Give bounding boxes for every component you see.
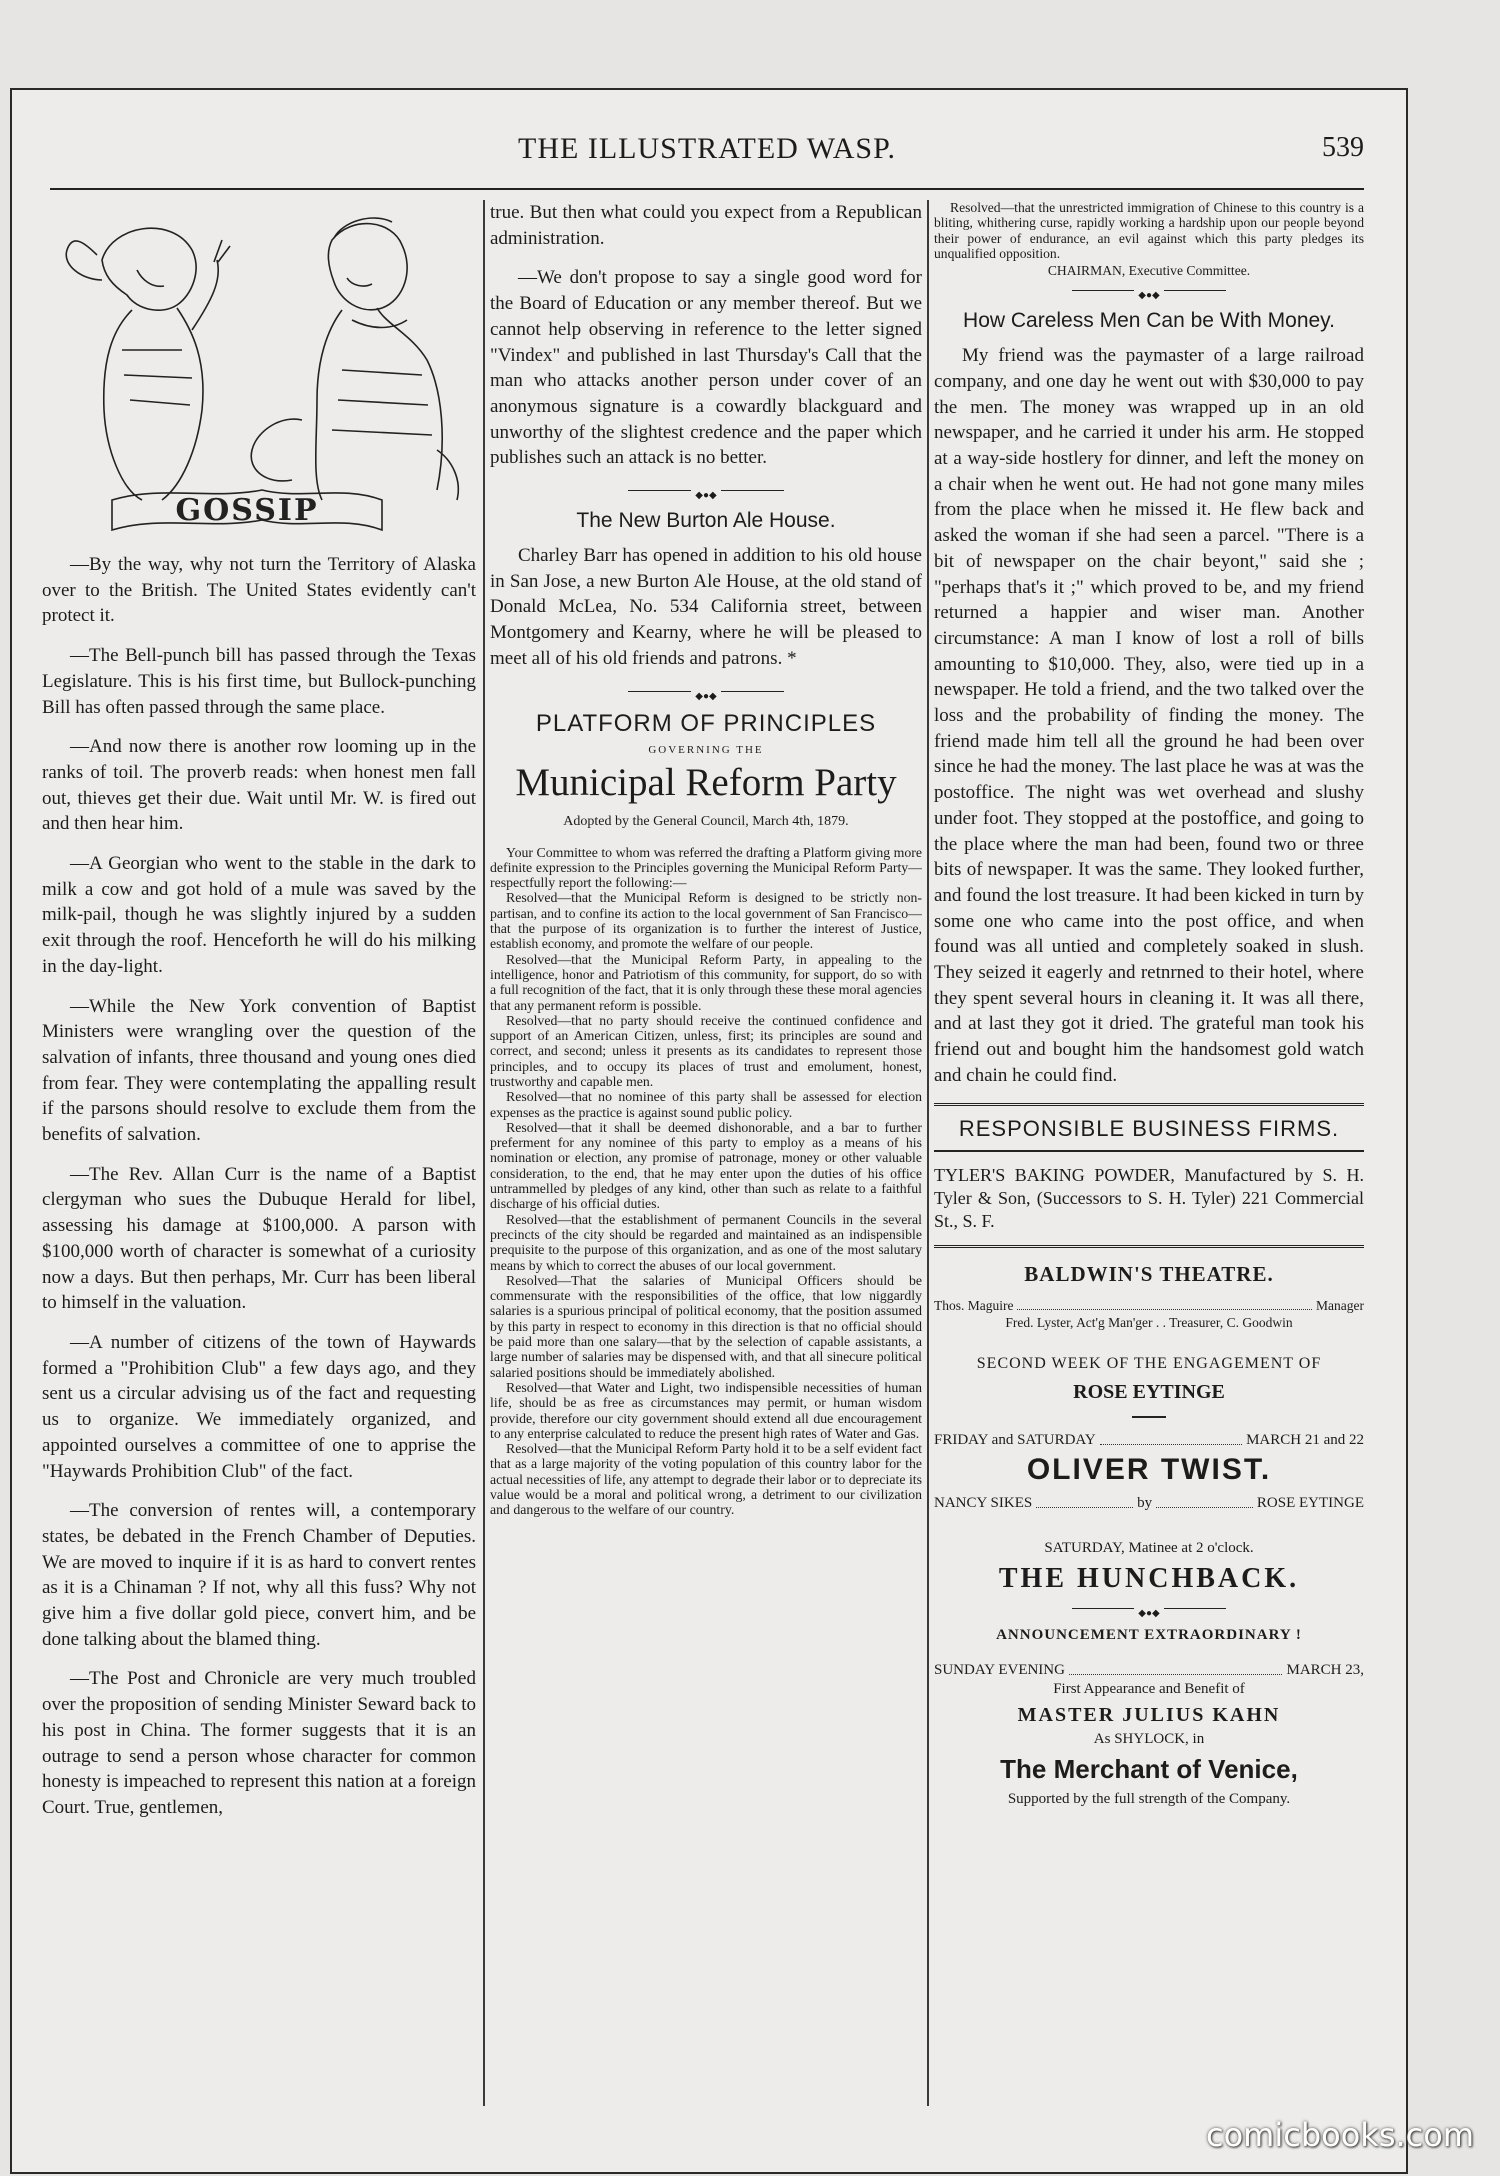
gossip-para-1: —By the way, why not turn the Territory of Alaska over to the British. The United States evidently can't protect it.	[42, 554, 476, 627]
cast-by: by	[1137, 1494, 1153, 1511]
resolution-continued	[934, 200, 1364, 261]
sunday-label: SUNDAY EVENING	[934, 1661, 1065, 1678]
column-platform	[490, 200, 922, 2106]
section-divider: ◆●◆	[934, 285, 1364, 295]
play-hunchback: THE HUNCHBACK.	[998, 1562, 1300, 1594]
careless-para: My friend was the paymaster of a large railroad company, and one day he went out with $30,000 to pay the men. The money was wrapped up in an old newspaper, and he carried it under his arm. He stopped at a way-side hostlery for dinner, and left the money on a chair when he went out. He had not gone many miles from the place when he missed it. He flew back and asked the woman if she had seen a parcel. "There is a bit of newspaper on the chair beyont," said she ; "perhaps that's it ;" which proved to be, and my friend returned a happier and wiser man. Another circumstance: A man I know of lost a roll of bills amounting to $10,000. They, also, were tied up in a newspaper. He told a friend, and the two talked over the loss and the probability of finding the money. The friend made him tell all the ground he had been over since he had the money. The last place he was at was the postoffice. The night was wet overhead and slushy under foot. They stopped at the postoffice, and going to the place where the man had been, found two or three bits of newspaper. It was the same. They looked further, and found the lost treasure. It had been kicked in turn by some one who came into the post office, and when found was all untied and completely soaked in slush. They seized it eagerly and retnrned to their hotel, where they spent several hours in cleaning it. It was all there, and at last they got it dried. The grateful man took his friend out and bought him the handsomest gold watch and chain he could find.	[934, 345, 1364, 1086]
cast-line	[934, 1495, 1364, 1512]
column-rule-2	[927, 200, 929, 2106]
gossip-para-9: —The Post and Chronicle are very much troubled over the proposition of sending Minister Seward back to his post in China. The former suggests that it is an outrage to send a person whose character for common honesty is impeached to represent this nation at a foreign Court. True, gentlemen,	[42, 1668, 476, 1818]
leader-dots	[1069, 1662, 1283, 1675]
first-appearance: First Appearance and Benefit of	[1053, 1680, 1245, 1697]
manager-line	[934, 1297, 1364, 1314]
resolution-item: Resolved—that no nominee of this party shall be assessed for election expenses as the practice is against sound public policy.	[490, 1089, 922, 1120]
friday-dates: MARCH 21 and 22	[1246, 1431, 1364, 1448]
saturday-matinee: SATURDAY, Matinee at 2 o'clock.	[1044, 1539, 1254, 1556]
engagement-line: SECOND WEEK OF THE ENGAGEMENT OF	[976, 1354, 1322, 1372]
leader-dots	[1036, 1495, 1133, 1508]
friday-line	[934, 1432, 1364, 1449]
staff-line	[934, 1314, 1364, 1331]
governing-label: GOVERNING THE	[648, 743, 764, 756]
resolution-item: Your Committee to whom was referred the drafting a Platform giving more definite expression to the Principles governing the Municipal Reform Party—respectfully report the following:—	[490, 844, 922, 891]
resolution-item: Resolved—that the Municipal Reform Party, in appealing to the intelligence, honor and Patriotism of this community, for support, do so with a full recognition of the fact, that it is only through these these moral agencies that any permanent reform is possible.	[490, 951, 922, 1013]
column-rule-1	[483, 200, 485, 2106]
gossip-para-8: —The conversion of rentes will, a contemporary states, be debated in the French Chamber of Deputies. We are moved to inquire if it is as hard to convert rentes as it is a Chinaman ? If not, why all this fuss? Why not give him a five dollar gold piece, convert him, and be done talking about the blamed thing.	[42, 1500, 476, 1650]
page-number: 539	[1322, 132, 1364, 163]
watermark: comicbooks.com	[1205, 2116, 1474, 2154]
resolution-item: Resolved—that it shall be deemed dishonorable, and a bar to further preferment for any nominee of this party to employ as a means of his nomination or election, any promise of patronage, money or other valuable consideration, to the end, that he may enter upon the duties of his office untrammelled by pledges of any kind, other than such as relate to a faithful discharge of his official duties.	[490, 1119, 922, 1212]
tyler-ad: TYLER'S BAKING POWDER, Manufactured by S. H. Tyler & Son, (Successors to S. H. Tyler) 221 Commercial St., S. F.	[934, 1152, 1364, 1248]
leader-dots	[1100, 1432, 1242, 1445]
gossip-para-6: —The Rev. Allan Curr is the name of a Baptist clergyman who sues the Dubuque Herald for libel, assessing his damage at $100,000. A parson with $100,000 worth of character is somewhat of a curiosity now a days. But then perhaps, Mr. Curr has been liberal to himself in the valuation.	[42, 1163, 476, 1314]
gossip-illustration	[42, 200, 476, 540]
theatre-name: BALDWIN'S THEATRE.	[1024, 1261, 1274, 1286]
business-firms-title: RESPONSIBLE BUSINESS FIRMS.	[958, 1115, 1340, 1141]
cast-actor: ROSE EYTINGE	[1256, 1494, 1364, 1511]
resolution-item: Resolved—that the establishment of permanent Councils in the several precincts of the city should be regarded and maintained as an indispensible prequisite to the purpose of this organization, and as one of the most salutary means by which to correct the abuses of our local government.	[490, 1211, 922, 1273]
section-divider: ◆●◆	[490, 485, 922, 495]
role-line: As SHYLOCK, in	[1093, 1730, 1205, 1747]
manager-title: Manager	[1316, 1297, 1364, 1313]
resolution-chinese: Resolved—that the unrestricted immigration of Chinese to this country is a bliting, whithering curse, rapidly working a hardship upon our people beyond their power of endurance, an evil against which this party pledges its unqualified opposition.	[934, 200, 1364, 261]
vindex-para: —We don't propose to say a single good word for the Board of Education or any member thereof. But we cannot help observing in reference to the letter signed "Vindex" and published in last Thursday's Call that the man who attacks another person under cover of an anonymous signature is a cowardly blackguard and unworthy of the slightest credence and the paper which publishes such an attack is no better.	[490, 267, 922, 469]
gossip-para-3: —And now there is another row looming up in the ranks of toil. The proverb reads: when honest men fall out, thieves get their due. Wait until Mr. W. is fired out and then hear him.	[42, 736, 476, 835]
careless-heading: How Careless Men Can be With Money.	[963, 309, 1335, 333]
burton-para: Charley Barr has opened in addition to his old house in San Jose, a new Burton Ale House, at the old stand of Donald McLea, No. 534 California street, between Montgomery and Kearny, where he will be pleased to meet all of his old friends and patrons. *	[490, 545, 922, 669]
resolutions-list	[490, 845, 922, 1518]
burton-heading: The New Burton Ale House.	[576, 509, 836, 533]
section-divider: ◆●◆	[490, 686, 922, 696]
adopted-note: Adopted by the General Council, March 4th, 1879.	[563, 813, 849, 829]
short-rule	[1132, 1416, 1166, 1418]
chairman-signature: CHAIRMAN, Executive Committee.	[1047, 263, 1251, 279]
column-gossip	[42, 200, 476, 2106]
resolution-item: Resolved—that Water and Light, two indispensible necessities of human life, should be as free as circumstances may permit, or human wisdom provide, therefore our city government should extend all due encouragement to any enterprise calculated to reduce the present high rates of Water and Gas.	[490, 1379, 922, 1441]
gossip-para-4: —A Georgian who went to the stable in the dark to milk a cow and got hold of a mule was saved by the milk-pail, though he was slightly injured by a sudden exit through the roof. Henceforth he will do his milking in the day-light.	[42, 853, 476, 977]
play-oliver-twist: OLIVER TWIST.	[1026, 1452, 1272, 1486]
column-stories-ads	[934, 200, 1364, 2106]
page-header	[50, 128, 1364, 190]
gossip-para-5: —While the New York convention of Baptist Ministers were wrangling over the question of the salvation of infants, three thousand and young ones died from fear. They were contemplating the appalling result if the parsons should resolve to exclude them from the benefits of salvation.	[42, 995, 476, 1146]
business-firms-header	[934, 1103, 1364, 1152]
support-line: Supported by the full strength of the Company.	[1007, 1790, 1291, 1807]
party-name: Municipal Reform Party	[515, 760, 897, 804]
manager-name: Thos. Maguire	[934, 1297, 1014, 1313]
gossip-banner-text: GOSSIP	[175, 493, 319, 528]
announcement: ANNOUNCEMENT EXTRAORDINARY !	[996, 1626, 1302, 1643]
play-merchant: The Merchant of Venice,	[1000, 1753, 1298, 1784]
resolution-item: Resolved—that the Municipal Reform Party hold it to be a self evident fact that as a large majority of the voting population of this country labor for the actual necessities of life, any attempt to degrade their labor or to depreciate its value would be a moral and political wrong, a detriment to our civilization and dangerous to the welfare of our country.	[490, 1441, 922, 1518]
gossip-para-7: —A number of citizens of the town of Haywards formed a "Prohibition Club" a few days ago, and they sent us a circular advising us of the fact and requesting us to organize. We immediately organized, and appointed ourselves a committee of one to apprise the "Haywards Prohibition Club" of the fact.	[42, 1331, 476, 1482]
resolution-item: Resolved—that no party should receive the continued confidence and support of an American Citizen, unless, first; its principles are sound and correct, and second; unless it presents as its candidates to represent those principles, and to occupy its places of trust and emolument, honest, trustworthy and capable men.	[490, 1012, 922, 1089]
gossip-para-2: —The Bell-punch bill has passed through the Texas Legislature. This is his first time, but Bullock-punching Bill has often passed through the same place.	[42, 645, 476, 718]
performer-name: MASTER JULIUS KAHN	[1017, 1703, 1281, 1726]
baldwin-theatre-ad	[934, 1248, 1364, 1808]
running-title: THE ILLUSTRATED WASP.	[518, 132, 896, 165]
star-name: ROSE EYTINGE	[1073, 1380, 1225, 1403]
section-divider: ◆●◆	[934, 1603, 1364, 1613]
gossip-illustration-icon	[42, 200, 476, 540]
resolution-item: Resolved—that the Municipal Reform is designed to be strictly non-partisan, and to confine its action to the local government of San Francisco—that the purpose of its organization is to further the interest of Justice, establish economy, and promote the welfare of our people.	[490, 890, 922, 952]
leader-dots	[1017, 1297, 1312, 1310]
sunday-date: MARCH 23,	[1286, 1661, 1364, 1678]
friday-label: FRIDAY and SATURDAY	[934, 1431, 1096, 1448]
cast-role: NANCY SIKES	[934, 1494, 1033, 1511]
leader-dots	[1156, 1495, 1253, 1508]
sunday-line	[934, 1662, 1364, 1679]
continuation-text: true. But then what could you expect from a Republican administration.	[490, 202, 922, 249]
staff-names: Fred. Lyster, Act'g Man'ger . . Treasurer, C. Goodwin	[1005, 1314, 1293, 1330]
resolution-item: Resolved—That the salaries of Municipal Officers should be commensurate with the responsibilities of the office, that low niggardly salaries is a spurious principal of political economy, that the position assumed by this party in respect to economy in this direction is that no official should be paid more than one salary—that by the selection of capable assistants, a large number of salaries may be dispensed with, and that all sinecure political salaried positions should be immediately abolished.	[490, 1272, 922, 1380]
platform-title: PLATFORM OF PRINCIPLES	[535, 709, 877, 737]
